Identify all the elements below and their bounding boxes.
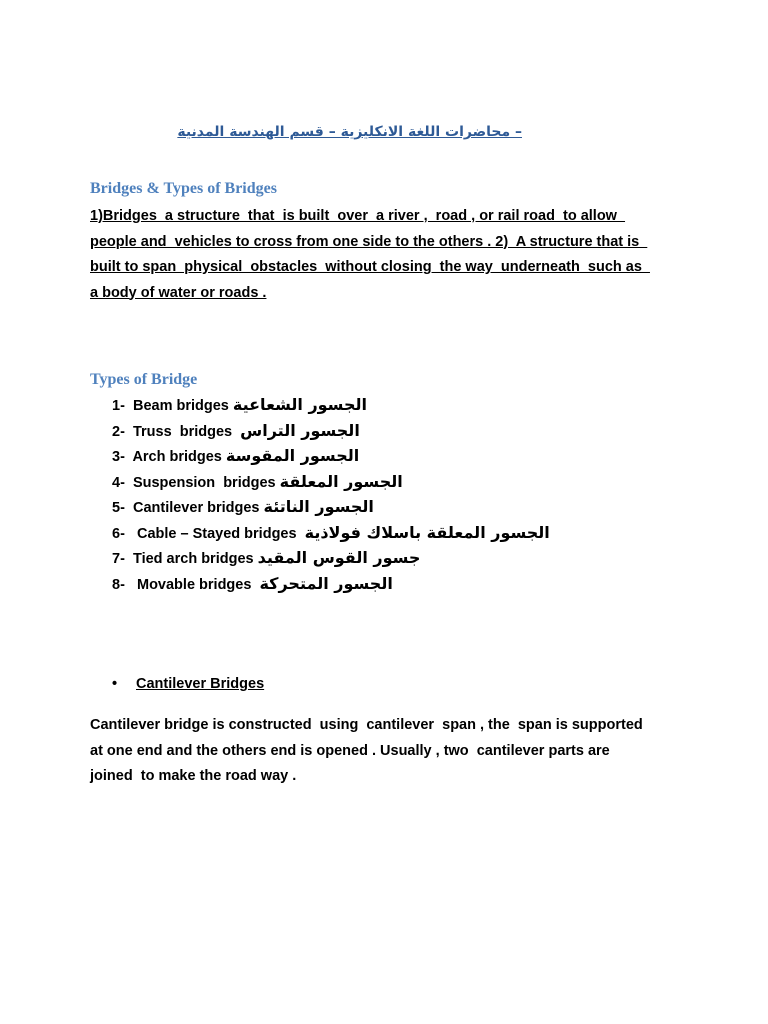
bullet-cantilever: [112, 676, 264, 692]
para-line: at one end and the others end is opened . Usually , two cantilever parts are: [90, 742, 610, 759]
item-arabic: الجسور التراس: [240, 420, 360, 440]
item-english: Suspension bridges: [132, 474, 280, 491]
list-item: [112, 392, 550, 418]
list-item: [112, 469, 550, 495]
intro-line: a body of water or roads .: [90, 284, 267, 301]
item-arabic: الجسور المقوسة: [225, 446, 360, 465]
item-arabic: الجسور المتحركة: [259, 573, 393, 593]
item-number: 5-: [112, 500, 125, 516]
item-number: 3-: [112, 449, 125, 465]
item-english: Truss bridges: [132, 423, 241, 440]
item-number: 6-: [112, 525, 125, 542]
item-number: 4-: [112, 474, 125, 491]
bridge-types-list: [112, 392, 550, 596]
list-item: [112, 545, 550, 571]
item-arabic: الجسور الشعاعية: [232, 395, 367, 414]
intro-paragraph: [90, 204, 690, 306]
item-number: 7-: [112, 551, 125, 567]
item-arabic: الجسور المعلقة: [279, 471, 403, 491]
item-english: Arch bridges: [132, 449, 226, 465]
arabic-title: – محاضرات اللغة الانكليزية – قسم الهندسة المدنية: [177, 124, 522, 140]
item-number: 8-: [112, 576, 125, 593]
list-item: [112, 571, 550, 597]
item-arabic: جسور القوس المقيد: [257, 548, 421, 567]
item-english: Cantilever bridges: [132, 500, 264, 516]
section-heading-bridges: Bridges & Types of Bridges: [90, 180, 277, 197]
list-item: [112, 520, 550, 546]
intro-line: built to span physical obstacles without closing the way underneath such as: [90, 259, 650, 275]
cantilever-paragraph: [90, 713, 710, 790]
item-arabic: الجسور الناتئة: [263, 497, 374, 516]
types-heading: Types of Bridge: [90, 371, 198, 388]
list-item: [112, 418, 550, 444]
item-english: Movable bridges: [132, 576, 260, 593]
intro-line: 1)Bridges a structure that is built over a river , road , or rail road to allow: [90, 208, 626, 224]
item-english: Beam bridges: [132, 398, 233, 414]
list-item: [112, 494, 550, 520]
bullet-icon: •: [112, 676, 118, 692]
item-number: 2-: [112, 423, 125, 440]
para-line: Cantilever bridge is constructed using cantilever span , the span is supported: [90, 717, 643, 733]
item-english: Cable – Stayed bridges: [132, 525, 305, 542]
bullet-label: Cantilever Bridges: [136, 676, 265, 692]
intro-line: people and vehicles to cross from one side to the others . 2) A structure that is: [90, 233, 648, 250]
para-line: joined to make the road way .: [90, 768, 297, 784]
item-number: 1-: [112, 398, 125, 414]
item-arabic: الجسور المعلقة باسلاك فولاذية: [304, 522, 550, 542]
item-english: Tied arch bridges: [132, 551, 258, 567]
list-item: [112, 443, 550, 469]
